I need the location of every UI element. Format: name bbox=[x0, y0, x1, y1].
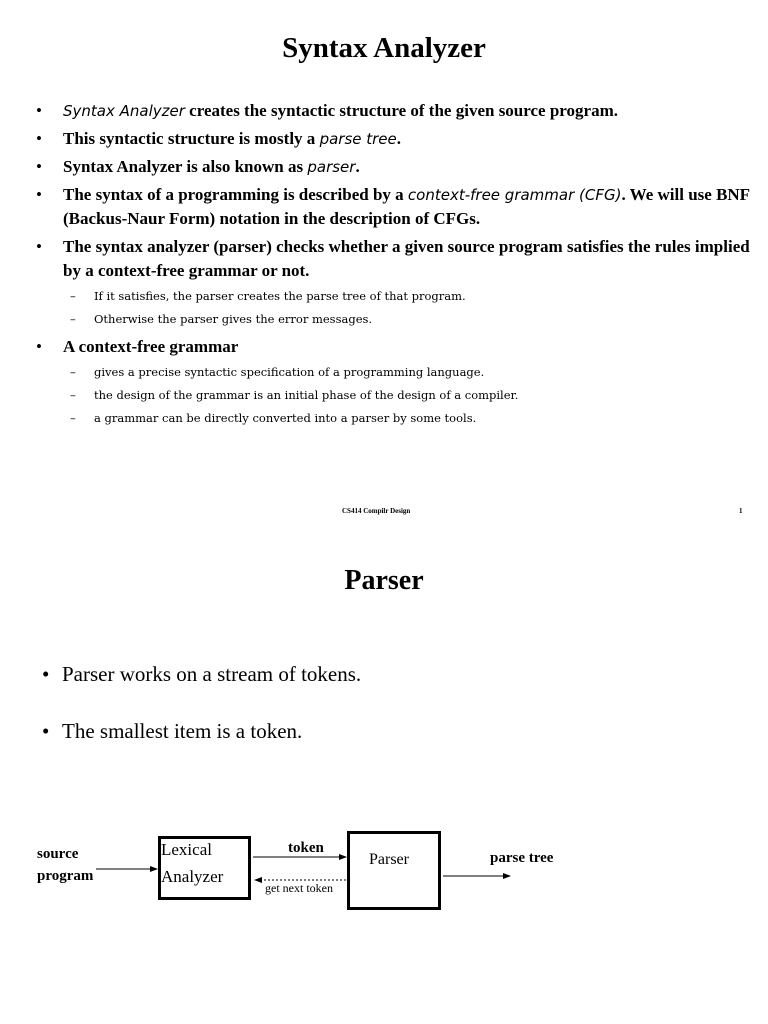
bullet-2-italic: parse tree bbox=[319, 130, 397, 148]
bullet-6-text: A context-free grammar bbox=[63, 337, 239, 356]
source-label-line1: source bbox=[37, 846, 79, 862]
sub-bullet: – a grammar can be directly converted into a parser by some tools. bbox=[70, 411, 477, 425]
sub-bullet: – Otherwise the parser gives the error messages. bbox=[70, 312, 373, 326]
bullet-5: • The syntax analyzer (parser) checks whether a given source program satisfies the rules implied by a context-free grammar or not. bbox=[36, 237, 750, 280]
bullet-1-text: creates the syntactic structure of the given source program. bbox=[184, 101, 618, 120]
bullet-1-italic: Syntax Analyzer bbox=[63, 102, 185, 120]
sub-bullet-text: Otherwise the parser gives the error messages. bbox=[94, 312, 373, 326]
token-label: token bbox=[288, 840, 324, 856]
sub-bullet: – gives a precise syntactic specification of a programming language. bbox=[70, 365, 485, 379]
parser-label: Parser bbox=[369, 851, 409, 868]
bullet-2-text: This syntactic structure is mostly a bbox=[63, 129, 320, 148]
bullet-6: • A context-free grammar bbox=[36, 337, 239, 356]
slide2-title: Parser bbox=[344, 565, 424, 596]
lexical-label-line1: Lexical bbox=[161, 840, 212, 859]
sub-bullet-text: gives a precise syntactic specification of a programming language. bbox=[94, 365, 485, 379]
slide2-bullet-text: The smallest item is a token. bbox=[62, 719, 303, 743]
sub-bullet-text: a grammar can be directly converted into a parser by some tools. bbox=[94, 411, 477, 425]
lexical-label-line2: Analyzer bbox=[161, 867, 224, 886]
get-next-token-label: get next token bbox=[265, 881, 333, 895]
bullet-4-italic: context-free grammar (CFG) bbox=[407, 186, 622, 204]
bullet-5-text: The syntax analyzer (parser) checks whether a given source program satisfies the rules implied by a context-free grammar or not. bbox=[63, 237, 750, 280]
bullet-3: • Syntax Analyzer is also known as parser. bbox=[36, 157, 360, 176]
bullet-1: • Syntax Analyzer creates the syntactic structure of the given source program. bbox=[36, 101, 618, 120]
parse-tree-label: parse tree bbox=[490, 850, 554, 866]
bullet-4: • The syntax of a programming is described by a context-free grammar (CFG). We will use BNF (Backus-Naur Form) notation in the description of CFGs. bbox=[36, 185, 750, 228]
bullet-4-end: . We will use BNF (Backus-Naur Form) notation in the description of CFGs. bbox=[63, 185, 750, 228]
source-label-line2: program bbox=[37, 868, 94, 884]
bullet-3-italic: parser bbox=[307, 158, 356, 176]
bullet-2-end: . bbox=[396, 129, 402, 148]
bullet-3-text: Syntax Analyzer is also known as bbox=[63, 157, 308, 176]
slide2-bullet-text: Parser works on a stream of tokens. bbox=[62, 662, 362, 686]
footer-page-number: 1 bbox=[739, 507, 743, 515]
sub-bullet: – the design of the grammar is an initial phase of the design of a compiler. bbox=[70, 388, 519, 402]
sub-bullet-text: If it satisfies, the parser creates the parse tree of that program. bbox=[94, 289, 466, 303]
bullet-4-text: The syntax of a programming is described by a bbox=[63, 185, 408, 204]
footer-course: CS414 Compilr Design bbox=[342, 507, 411, 515]
bullet-2: • This syntactic structure is mostly a parse tree. bbox=[36, 129, 402, 148]
slide1-title: Syntax Analyzer bbox=[282, 32, 486, 64]
sub-bullet-text: the design of the grammar is an initial phase of the design of a compiler. bbox=[94, 388, 519, 402]
sub-bullet: – If it satisfies, the parser creates the parse tree of that program. bbox=[70, 289, 466, 303]
bullet-3-end: . bbox=[355, 157, 360, 176]
